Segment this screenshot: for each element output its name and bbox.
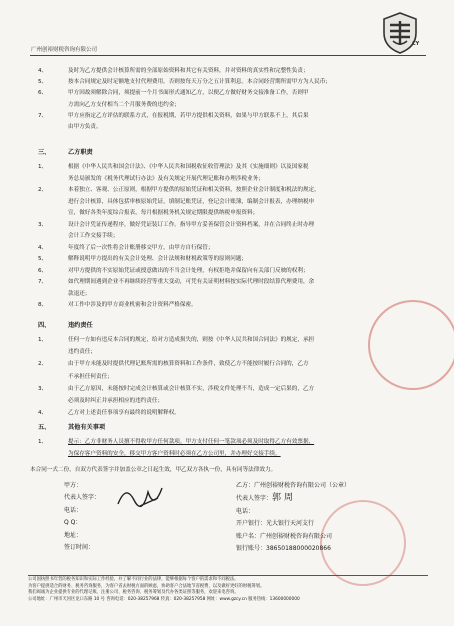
section-number: 三、 [38,149,51,156]
item-number: 7、 [38,279,48,285]
item-number: 1、 [38,164,48,170]
party-a-address: 地址： [64,531,83,539]
item-text: 甲方应指定乙方评估的联系方式，在报税期，若甲方提供相关资料，如果与甲方联系不上，其后果 [68,112,309,119]
item-text: 如代理期间遇到企业不再继续经营等重大变动，可凭有关证明材料按实际代理时段结算代理费用，余 [68,279,315,285]
item-text: 对甲方提供的不实原始凭证或授意做出的不当会计处理，有权拒绝并保留向有关部门反映的权利； [68,267,309,274]
item-text: 本着独立、客观、公正原则，根据甲方提供的原始凭证和相关资料，按照企业会计制度和税法的规定， [68,187,320,193]
item-number: 1、 [38,439,48,445]
footer-rule [28,575,428,576]
item-number: 3、 [38,385,48,392]
item-text: 为保存客户资料的安全，移交甲方客户资料时必须在乙方公司里，并办理好交接手续。 [68,451,281,457]
footer-text [28,577,428,603]
item-text: 及时为乙方提供会计核算所需的全部原始资料和其它有关资料，并对资料的真实性和完整性负责； [68,68,309,74]
item-text: 按本合同规定及时足额地支付代理费用。否则按每天万分之五计算利息。本合同经营期所需甲方为人民币； [68,79,331,86]
item-text: 提示：乙方非财务人员擅不得收甲方任何款项。甲方支付任何一笔款项必须及时取得乙方有效票据， [68,439,315,445]
logo-text: CY [412,41,420,47]
item-number: 8、 [38,302,48,308]
party-b-rep-signature: 郭 周 [272,493,293,504]
item-text: 违约责任； [68,349,96,356]
party-b-bank: 光大银行天河支行 [266,520,315,528]
party-b-rep: 代表人签字： [236,495,273,503]
party-b-account-name-label: 账户名： [236,532,261,540]
item-number: 5、 [38,79,48,86]
party-b-name: 广州创裕财税咨询有限公司（公章） [254,482,351,489]
item-text: 对工作中涉及的甲方商业机密和会计资料严格保密。 [68,302,197,308]
item-number: 2、 [38,361,48,368]
item-text: 任何一方如有违反本合同的规定，给对方造成损失的，则按《中华人民共和国合同法》的规定，承担 [68,337,315,343]
item-number: 4、 [38,410,48,417]
section-number: 五、 [38,424,51,431]
section-heading-breach [38,320,93,329]
party-a-phone: 电话： [64,506,83,514]
item-text: 由甲方负责。 [68,124,102,130]
footer-line: 我们竭诚为企业提供专业的代理记账、注册公司、税务咨询、税务筹划及代办各类证照等服务，欢迎来电咨询。 [28,590,239,596]
party-a-block [64,480,100,554]
party-a-qq: Q Q： [64,519,82,527]
item-text: 会计工作交接手续； [68,233,119,239]
section-heading-party-b [38,147,93,156]
header-rule [30,55,426,56]
party-b-account-name: 广州创裕财税咨询有限公司 [260,532,333,540]
party-b-label: 乙方： [236,482,255,489]
party-a-date: 签订时间： [64,544,95,552]
item-text: 方需向乙方支付相当二个月服务费的违约金； [68,101,180,108]
party-a-rep: 代表人签字： [64,494,101,502]
party-a-signature [114,480,172,514]
item-text: 必须及时纠正并承担相应的违约责任； [68,398,164,404]
item-text: 务总局颁发的《税务代理试行办法》及有关规定开展代理记账和办理涉税业务； [68,175,264,182]
item-text: 设计会计凭证传递程序，做好凭证装订工作。指导甲方妥善保管会计资料档案，并在合同终止时办理 [68,221,315,228]
section-heading-other [38,422,105,431]
item-text: 乙方对上述责任事项享有最终的说明解释权。 [68,410,180,417]
header-company-name: 广州创裕财税咨询有限公司 [31,47,98,53]
footer-line: 公司地址：广州市天河区龙口东路 10 号 咨询电话：020-38257968 传真：020-38257958 网址：www.gzcy.cn 服务热线：13600000000 [28,596,300,602]
item-text: 甲方因故须解除合同，须提前一个月书面形式通知乙方，以便乙方做好财务交接准备工作，否则甲 [68,90,309,97]
item-number: 4、 [38,244,48,251]
party-b-account-number: 38650188000020866 [266,545,331,553]
item-number: 3、 [38,221,48,228]
party-b-phone: 电话： [236,507,255,515]
party-b-bank-label: 开户银行： [236,520,267,528]
item-text: 由于甲方未能及时提供代理记账所需的核算资料和工作条件，致使乙方不能按时履行合同的，乙方 [68,361,309,368]
item-text: 年度终了后一次性将会计账册移交甲方，由甲方自行保管； [68,244,214,251]
section-title: 违约责任 [68,322,93,329]
section-title: 其他有关事项 [68,424,106,431]
item-number: 2、 [38,187,48,193]
item-number: 7、 [38,112,48,119]
item-number: 6、 [38,267,48,274]
footer-line: 为客户提供适合的财务、税务咨询服务，为客户省去财税方面的顾虑，协助客户合法地节省税费，以及做好更好的财税筹划。 [28,583,265,589]
party-a-label: 甲方： [64,482,83,489]
section-title: 乙方职责 [68,149,93,156]
item-text: 由于乙方原因，未能按时完成会计核算或会计核算不实，涉税文件处理不当，造成一定后果的，乙方 [68,385,315,392]
item-text: 宣，做好各类年度综合报表，每月根据税务机关规定期限提供纳税申报资料； [68,210,259,216]
item-text: 进行会计核算，具体包括审核原始凭证，填制记账凭证，登记会计账簿，编制会计报表，办理纳税申 [68,198,315,205]
item-text: 不承担任何责任； [68,373,113,380]
item-text: 根据《中华人民共和国会计法》、《中华人民共和国税收征收管理法》及其《实施细则》以及国家税 [68,164,309,170]
item-number: 6、 [38,90,48,97]
company-seal-stamp [368,300,454,390]
item-text: 款退还； [68,290,91,297]
party-b-account-number-label: 银行账号： [236,545,267,553]
closing-statement: 本合同一式二份，自双方代表签字并加盖公章之日起生效，甲乙双方各执一份，具有同等法律效力。 [30,467,277,473]
item-text: 解释说明甲方提出的有关会计处理、会计法规和财税政策等的原则问题； [68,256,248,262]
item-number: 5、 [38,256,48,262]
section-number: 四、 [38,322,51,329]
item-number: 4、 [38,68,48,74]
item-number: 1、 [38,337,48,343]
company-logo [376,11,424,55]
footer-line: 公司国执照书年营的税务知识和实际工作经验，并了解不同行业的法律，能够根据每个客户的需求和不同税法。 [28,577,239,582]
party-b-block [236,480,350,555]
